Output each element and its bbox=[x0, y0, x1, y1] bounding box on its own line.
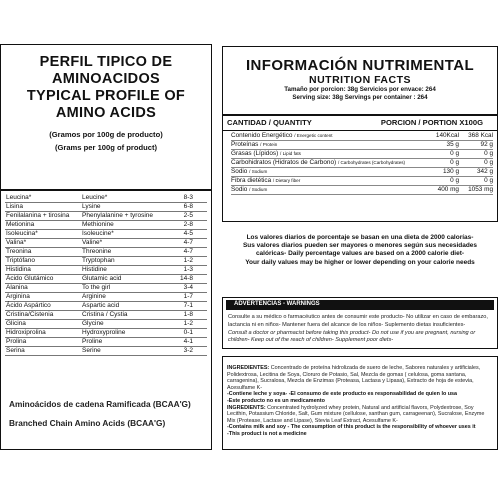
amino-profile-header bbox=[1, 45, 211, 153]
warnings-text-en: Consult a doctor or pharmacist before taking this product- Do not use if you are pregnant, nursing or children- Keep out of the reach of children- Supplement poor diets- bbox=[228, 329, 476, 344]
amino-value: 2-8 bbox=[167, 221, 207, 230]
amino-value: 3-2 bbox=[167, 347, 207, 356]
amino-divider bbox=[1, 189, 211, 191]
amino-name-es: Fenilalanina + tirosina bbox=[5, 212, 81, 221]
nutrient-per-serving: 130 g bbox=[421, 168, 459, 177]
amino-value: 0-1 bbox=[167, 329, 207, 338]
ingredients-label-en: INGREDIENTS: bbox=[227, 404, 266, 411]
nutrition-facts-panel bbox=[222, 46, 498, 222]
nutrient-per-serving: 0 g bbox=[421, 177, 459, 186]
amino-name-en: Threonine bbox=[81, 248, 167, 257]
amino-row bbox=[5, 293, 207, 302]
amino-value: 1-2 bbox=[167, 320, 207, 329]
amino-name-en: Aspartic acid bbox=[81, 302, 167, 311]
nutrition-row bbox=[231, 186, 493, 195]
nutrition-row bbox=[231, 168, 493, 177]
amino-name-en: Hydroxyproline bbox=[81, 329, 167, 338]
nutrient-name bbox=[231, 177, 421, 186]
nutrient-name-es: Sodio bbox=[231, 168, 248, 176]
allergen-note-es: -Contiene leche y soya- -El consumo de este producto es responsabilidad de quien lo usa bbox=[227, 391, 458, 398]
nutrient-per-100g: 92 g bbox=[459, 141, 493, 150]
amino-value: 1-2 bbox=[167, 257, 207, 266]
amino-row bbox=[5, 212, 207, 221]
daily-values-line: calóricas- Daily percentage values are based on a 2000 calorie diet- bbox=[255, 250, 465, 258]
amino-name-en: Isoleucine* bbox=[81, 230, 167, 239]
amino-row bbox=[5, 338, 207, 347]
nutrient-name-en: / Sodium bbox=[249, 169, 268, 175]
amino-name-en: Glycine bbox=[81, 320, 167, 329]
nutrition-title: INFORMACIÓN NUTRIMENTAL bbox=[245, 57, 475, 74]
amino-row bbox=[5, 257, 207, 266]
amino-value: 8-3 bbox=[167, 194, 207, 203]
amino-value: 2-5 bbox=[167, 212, 207, 221]
nutrition-row bbox=[231, 177, 493, 186]
amino-name-es: Isoleucina* bbox=[5, 230, 81, 239]
serving-size-es: Tamaño por porcion: 38g Servicios por envace: 264 bbox=[284, 86, 436, 93]
amino-name-en: Arginine bbox=[81, 293, 167, 302]
amino-value: 14-8 bbox=[167, 275, 207, 284]
nutrient-name bbox=[231, 132, 421, 141]
amino-row bbox=[5, 221, 207, 230]
amino-row bbox=[5, 266, 207, 275]
medicine-note-es: -Este producto no es un medicamento bbox=[227, 397, 325, 404]
nutrient-name-es: Carbohidratos (Hidratos de Carbono) bbox=[231, 159, 337, 167]
nutrient-name bbox=[231, 141, 421, 150]
amino-value: 1-3 bbox=[167, 266, 207, 275]
serving-size-en: Serving size: 38g Servings per container : 264 bbox=[292, 94, 428, 101]
ingredients-box bbox=[222, 356, 498, 450]
amino-name-es: Valina* bbox=[5, 239, 81, 248]
amino-value: 4-5 bbox=[167, 230, 207, 239]
warnings-text-es: Consulte a su médico o farmacéutico antes de consumir este producto- No utilizar en caso de embarazo, lactancia ni en niños- Mantener fuera del alcance de los niños- Suplemento dietas insuficientes- bbox=[228, 314, 488, 328]
amino-name-en: Leucine* bbox=[81, 194, 167, 203]
amino-row bbox=[5, 347, 207, 356]
nutrient-per-serving: 0 g bbox=[421, 159, 459, 168]
amino-value: 1-8 bbox=[167, 311, 207, 320]
nutrient-name-es: Fibra dietética bbox=[231, 177, 272, 185]
nutrient-per-100g: 0 g bbox=[459, 150, 493, 159]
amino-name-en: Tryptophan bbox=[81, 257, 167, 266]
nutrient-name-en: / Dietary fiber bbox=[272, 178, 301, 184]
nutrient-name-es: Sodio bbox=[231, 186, 248, 194]
nutrition-column-header bbox=[227, 117, 493, 129]
amino-name-es: Alanina bbox=[5, 284, 81, 293]
nutrient-name bbox=[231, 150, 421, 159]
amino-name-es: Prolina bbox=[5, 338, 81, 347]
nutrition-subtitle: NUTRITION FACTS bbox=[309, 74, 411, 86]
nutrient-per-100g: 368 Kcal bbox=[459, 132, 493, 141]
amino-name-en: Proline bbox=[81, 338, 167, 347]
amino-row bbox=[5, 239, 207, 248]
amino-row bbox=[5, 329, 207, 338]
amino-value: 7-1 bbox=[167, 302, 207, 311]
amino-name-es: Leucina* bbox=[5, 194, 81, 203]
nutrient-name-en: / Energetic content bbox=[294, 133, 333, 139]
amino-name-es: Treonina bbox=[5, 248, 81, 257]
amino-row bbox=[5, 230, 207, 239]
ingredients-note bbox=[227, 424, 493, 431]
nutrient-per-serving: 0 g bbox=[421, 150, 459, 159]
amino-row bbox=[5, 248, 207, 257]
nutrient-per-serving: 400 mg bbox=[421, 186, 459, 195]
amino-title-en-line1: TYPICAL PROFILE OF bbox=[26, 88, 186, 104]
amino-name-en: To the girl bbox=[81, 284, 167, 293]
amino-title-en-line2: AMINO ACIDS bbox=[55, 105, 157, 121]
amino-name-es: Cristina/Cistenia bbox=[5, 311, 81, 320]
bcaa-note-es: Aminoácidos de cadena Ramificada (BCAA'G) bbox=[9, 399, 191, 409]
nutrient-name-en: / Sodium bbox=[249, 187, 268, 193]
amino-name-es: Hidroxiprolina bbox=[5, 329, 81, 338]
nutrient-name-en: / Carbohydrates (Carbohydrates) bbox=[337, 160, 406, 166]
amino-profile-panel bbox=[0, 44, 212, 450]
amino-name-es: Arginina bbox=[5, 293, 81, 302]
amino-name-es: Triptófano bbox=[5, 257, 81, 266]
nutrient-per-100g: 342 g bbox=[459, 168, 493, 177]
quantity-label: CANTIDAD / QUANTITY bbox=[227, 118, 312, 127]
amino-subtitle-es: (Gramos por 100g de producto) bbox=[49, 130, 163, 139]
amino-acid-table bbox=[5, 194, 207, 356]
nutrient-per-serving: 140Kcal bbox=[421, 132, 459, 141]
amino-row bbox=[5, 203, 207, 212]
daily-values-line: Los valores diarios de porcentaje se basan en una dieta de 2000 calorías- bbox=[246, 234, 474, 241]
nutrient-per-serving: 35 g bbox=[421, 141, 459, 150]
amino-row bbox=[5, 311, 207, 320]
amino-name-en: Methionine bbox=[81, 221, 167, 230]
warnings-header: ADVERTENCIAS - WARNINGS bbox=[226, 300, 494, 310]
amino-name-en: Glutamic acid bbox=[81, 275, 167, 284]
amino-name-es: Histidina bbox=[5, 266, 81, 275]
amino-row bbox=[5, 194, 207, 203]
daily-values-line: Sus valores diarios pueden ser mayores o menores según sus necesidades bbox=[242, 242, 478, 250]
amino-name-es: Lisina bbox=[5, 203, 81, 212]
nutrient-name-en: / Lipid fats bbox=[280, 151, 301, 157]
amino-value: 4-1 bbox=[167, 338, 207, 347]
nutrient-name bbox=[231, 159, 421, 168]
ingredients-text-en: Concentrated hydrolyzed whey protein, Natural and artificial flavors, Polydextrose, Soy Lecithin, Potassium Chloride, Salt, Gum mixture (cellulose, xanthan gum, carrageenan), Sucralose, Enzyme Mix (Protease, Lactase and Lipase), Stevia Leaf Extract, Acesulfame K- bbox=[227, 404, 485, 424]
nutrient-name-es: Grasas (Lípidos) bbox=[231, 150, 279, 158]
nutrition-divider bbox=[223, 114, 497, 116]
amino-subtitle-en: (Grams per 100g of product) bbox=[54, 143, 158, 152]
amino-value: 1-7 bbox=[167, 293, 207, 302]
warnings-box bbox=[222, 297, 498, 349]
nutrient-name-es: Proteínas bbox=[231, 141, 259, 149]
amino-title-es-line1: PERFIL TIPICO DE bbox=[39, 54, 173, 70]
daily-values-note bbox=[222, 234, 498, 267]
ingredients-text-es: Concentrado de proteína hidrolizada de suero de leche, Sabores naturales y artificiales, Polidextrosa, Lecitina de Soya, Cloruro de Potasio, Sal, Mezcla de gomas ( celulosa, goma xantana, carragenina), Sucralosa, Mezcla de Enzimas (Proteasa, Lactasa y Lipasa), Extracto de hoja de estevia, Acesulfame K- bbox=[227, 365, 481, 391]
amino-name-es: Serina bbox=[5, 347, 81, 356]
nutrient-name bbox=[231, 186, 421, 195]
amino-name-es: Glicina bbox=[5, 320, 81, 329]
amino-name-en: Lysine bbox=[81, 203, 167, 212]
amino-name-en: Histidine bbox=[81, 266, 167, 275]
nutrition-row bbox=[231, 141, 493, 150]
amino-name-es: Ácido Glutámico bbox=[5, 275, 81, 284]
nutrient-name-es: Contenido Energético bbox=[231, 132, 293, 140]
nutrient-per-100g: 1053 mg bbox=[459, 186, 493, 195]
ingredients-note bbox=[227, 431, 493, 438]
nutrient-name bbox=[231, 168, 421, 177]
amino-name-es: Metionina bbox=[5, 221, 81, 230]
nutrition-row bbox=[231, 159, 493, 168]
amino-name-en: Serine bbox=[81, 347, 167, 356]
amino-name-en: Valine* bbox=[81, 239, 167, 248]
amino-value: 3-4 bbox=[167, 284, 207, 293]
portion-label: PORCION / PORTION X100G bbox=[380, 118, 483, 127]
amino-row bbox=[5, 320, 207, 329]
nutrition-divider-thin bbox=[223, 130, 497, 131]
amino-title-es-line2: AMINOACIDOS bbox=[51, 71, 161, 87]
medicine-note-en: -This product is not a medicine bbox=[227, 430, 307, 437]
amino-row bbox=[5, 284, 207, 293]
nutrient-name-en: / Protein bbox=[260, 142, 278, 148]
nutrient-per-100g: 0 g bbox=[459, 159, 493, 168]
amino-row bbox=[5, 302, 207, 311]
nutrient-per-100g: 0 g bbox=[459, 177, 493, 186]
nutrition-row bbox=[231, 132, 493, 141]
amino-value: 4-7 bbox=[167, 248, 207, 257]
nutrition-row bbox=[231, 150, 493, 159]
bcaa-note-en: Branched Chain Amino Acids (BCAA'G) bbox=[9, 418, 166, 428]
amino-value: 6-8 bbox=[167, 203, 207, 212]
amino-name-en: Phenylalanine + tyrosine bbox=[81, 212, 167, 221]
amino-row bbox=[5, 275, 207, 284]
ingredients-es bbox=[227, 365, 493, 391]
ingredients-note bbox=[227, 391, 493, 398]
amino-value: 4-7 bbox=[167, 239, 207, 248]
amino-name-es: Ácido Aspártico bbox=[5, 302, 81, 311]
ingredients-note bbox=[227, 398, 493, 405]
amino-name-en: Cristina / Cystia bbox=[81, 311, 167, 320]
daily-values-line: Your daily values may be higher or lower depending on your calorie needs bbox=[245, 258, 475, 266]
ingredients-label-es: INGREDIENTES: bbox=[227, 365, 270, 371]
nutrition-table bbox=[231, 132, 493, 195]
allergen-note-en: -Contains milk and soy - The consumption of this product is the responsibility of whoever uses it bbox=[227, 424, 476, 431]
ingredients-en bbox=[227, 405, 493, 425]
